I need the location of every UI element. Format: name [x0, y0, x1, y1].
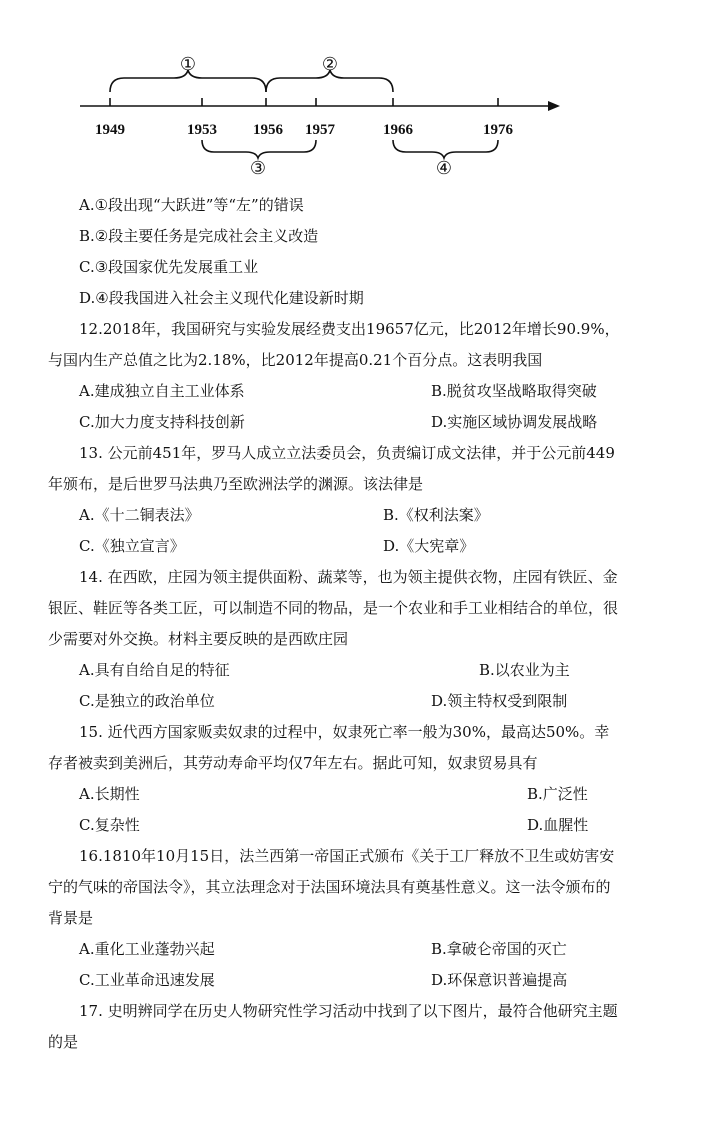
q16-stem-line-3: 背景是	[48, 909, 94, 927]
q12-option-b: B.脱贫攻坚战略取得突破	[431, 382, 597, 400]
q13-stem-line-2: 年颁布，是后世罗马法典乃至欧洲法学的渊源。该法律是	[48, 475, 424, 493]
timeline-figure	[0, 0, 709, 190]
q14-options-row-2	[0, 686, 709, 717]
q16-options-row-2	[0, 965, 709, 996]
q15-option-c: C.复杂性	[79, 816, 140, 834]
segment-label-3: ③	[249, 158, 267, 179]
q16-option-d: D.环保意识普遍提高	[431, 971, 568, 989]
q12-option-d: D.实施区域协调发展战略	[431, 413, 598, 431]
year-label-1956: 1956	[253, 122, 283, 138]
q15-stem-line-2: 存者被卖到美洲后，其劳动寿命平均仅7年左右。据此可知，奴隶贸易具有	[48, 754, 538, 772]
q15-option-a: A.长期性	[79, 785, 140, 803]
q14-options-row-1	[0, 655, 709, 686]
q16-option-b: B.拿破仑帝国的灭亡	[431, 940, 567, 958]
segment-label-1: ①	[179, 54, 197, 75]
q12-stem-line-1: 12.2018年，我国研究与实验发展经费支出19657亿元，比2012年增长90.9%，	[79, 320, 620, 338]
q14-stem-line-2: 银匠、鞋匠等各类工匠，可以制造不同的物品，是一个农业和手工业相结合的单位，很	[48, 599, 619, 617]
q14-stem-line-1: 14. 在西欧，庄园为领主提供面粉、蔬菜等，也为领主提供衣物，庄园有铁匠、金	[79, 568, 618, 586]
q14-option-a: A.具有自给自足的特征	[79, 661, 230, 679]
q16-option-c: C.工业革命迅速发展	[79, 971, 215, 989]
q11-option-c: C.③段国家优先发展重工业	[79, 258, 259, 276]
q16-options-row-1	[0, 934, 709, 965]
q17-stem-line-1: 17. 史明辨同学在历史人物研究性学习活动中找到了以下图片，最符合他研究主题	[79, 1002, 618, 1020]
q12-options-row-2	[0, 407, 709, 438]
q13-option-a: A.《十二铜表法》	[79, 506, 200, 524]
brace-segment-3	[202, 140, 316, 158]
q14-option-c: C.是独立的政治单位	[79, 692, 215, 710]
q11-option-a: A.①段出现“大跃进”等“左”的错误	[79, 196, 304, 214]
q16-stem-line-1: 16.1810年10月15日，法兰西第一帝国正式颁布《关于工厂释放不卫生或妨害安	[79, 847, 615, 865]
q12-stem-line-2: 与国内生产总值之比为2.18%，比2012年提高0.21个百分点。这表明我国	[48, 351, 543, 369]
q15-options-row-2	[0, 810, 709, 841]
year-label-1976: 1976	[483, 122, 513, 138]
q13-options-row-2	[0, 531, 709, 562]
q12-option-c: C.加大力度支持科技创新	[79, 413, 245, 431]
q15-stem-line-1: 15. 近代西方国家贩卖奴隶的过程中，奴隶死亡率一般为30%，最高达50%。幸	[79, 723, 610, 741]
year-label-1949: 1949	[95, 122, 125, 138]
year-label-1953: 1953	[187, 122, 217, 138]
q13-option-c: C.《独立宣言》	[79, 537, 185, 555]
q13-option-b: B.《权利法案》	[383, 506, 489, 524]
q14-stem-line-3: 少需要对外交换。材料主要反映的是西欧庄园	[48, 630, 349, 648]
q13-option-d: D.《大宪章》	[383, 537, 475, 555]
segment-label-2: ②	[321, 54, 339, 75]
q17-stem-line-2: 的是	[48, 1033, 79, 1051]
q15-options-row-1	[0, 779, 709, 810]
q13-stem-line-1: 13. 公元前451年，罗马人成立立法委员会，负责编订成文法律，并于公元前449	[79, 444, 615, 462]
segment-label-4: ④	[435, 158, 453, 179]
q12-option-a: A.建成独立自主工业体系	[79, 382, 245, 400]
q11-option-b: B.②段主要任务是完成社会主义改造	[79, 227, 319, 245]
year-label-1957: 1957	[305, 122, 335, 138]
q13-options-row-1	[0, 500, 709, 531]
q16-option-a: A.重化工业蓬勃兴起	[79, 940, 215, 958]
q14-option-b: B.以农业为主	[479, 661, 570, 679]
brace-segment-4	[393, 140, 498, 158]
timeline-arrow-icon	[548, 101, 560, 111]
q16-stem-line-2: 宁的气味的帝国法令》，其立法理念对于法国环境法具有奠基性意义。这一法令颁布的	[48, 878, 611, 896]
q12-options-row-1	[0, 376, 709, 407]
q14-option-d: D.领主特权受到限制	[431, 692, 568, 710]
q15-option-d: D.血腥性	[527, 816, 589, 834]
year-label-1966: 1966	[383, 122, 413, 138]
q15-option-b: B.广泛性	[527, 785, 588, 803]
q11-option-d: D.④段我国进入社会主义现代化建设新时期	[79, 289, 364, 307]
